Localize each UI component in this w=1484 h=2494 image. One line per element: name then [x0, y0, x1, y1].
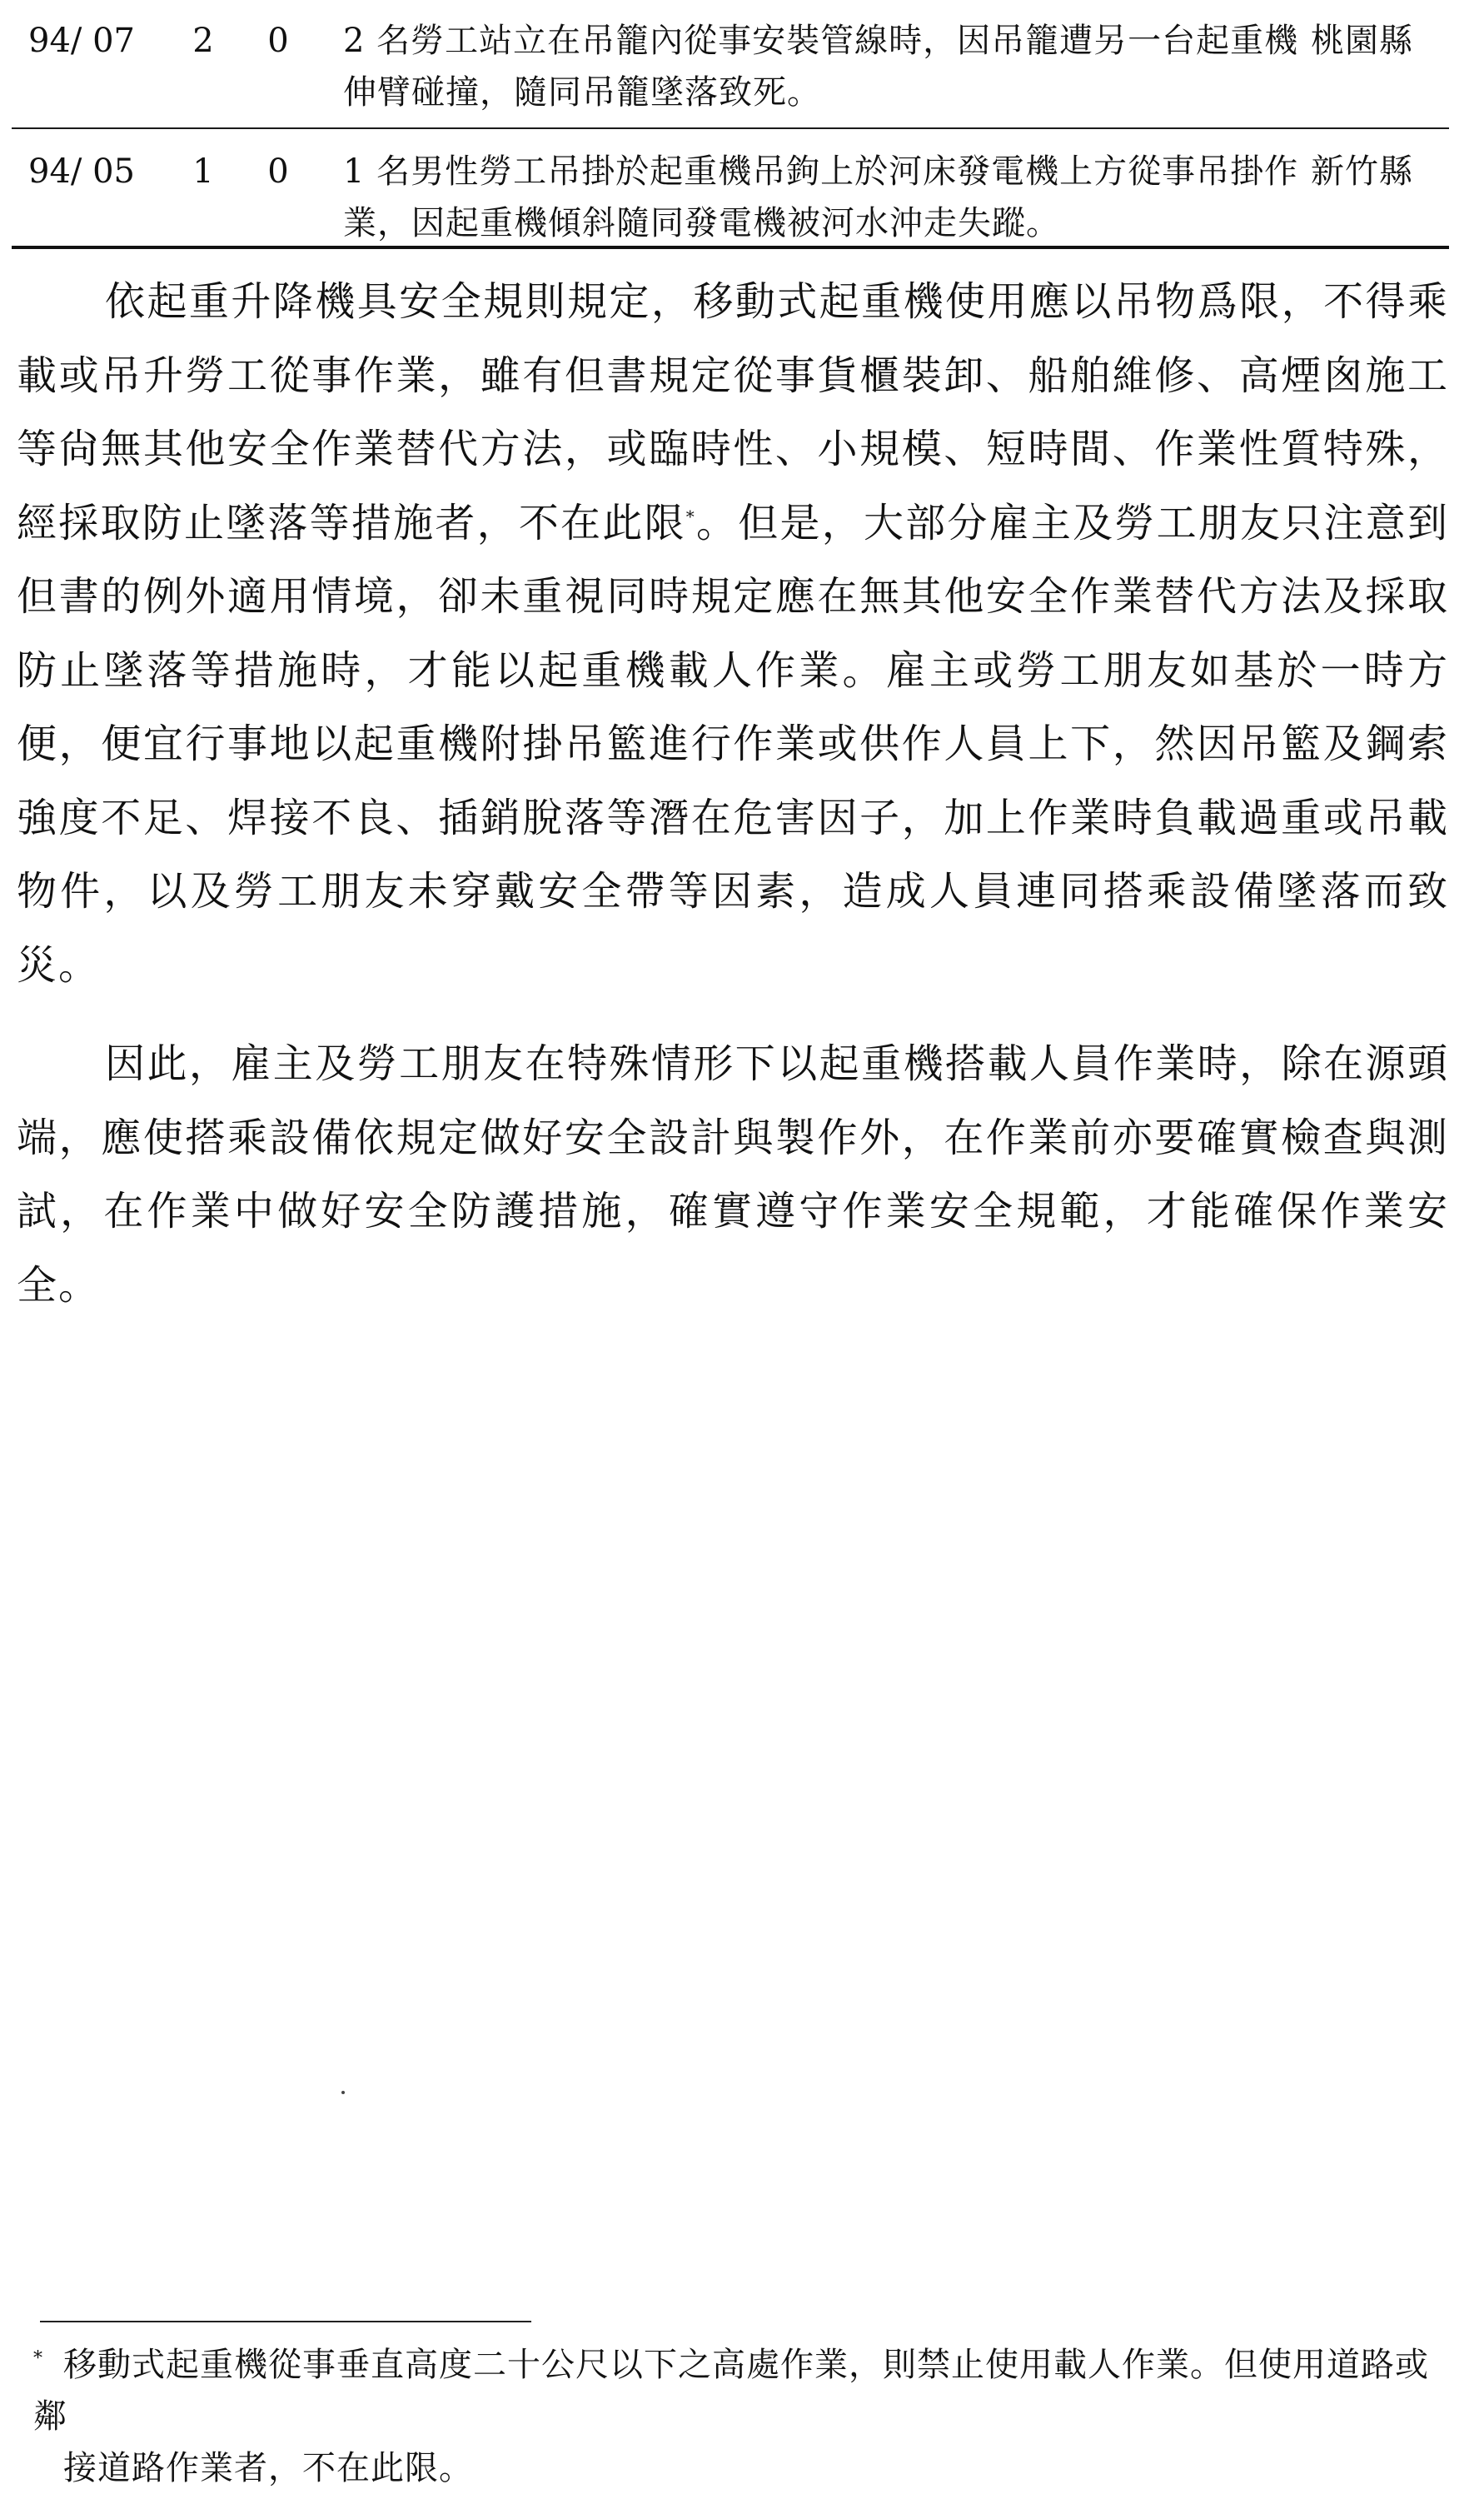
footnote-text: 移動式起重機從事垂直高度二十公尺以下之高處作業，則禁止使用載人作業。但使用道路或鄰: [33, 2346, 1429, 2436]
footnote: [33, 2339, 1449, 2494]
description-cell: [320, 0, 1311, 118]
date-cell: 94/ 07: [28, 22, 135, 60]
date-cell: 94/ 05: [28, 152, 135, 191]
table-row: [12, 129, 1449, 249]
description-line: 業，因起重機傾斜隨同發電機被河水沖走失蹤。: [343, 204, 1060, 242]
location-cell: 新竹縣: [1311, 152, 1413, 191]
footnote-reference: *: [685, 506, 696, 526]
footnote-line: * 移動式起重機從事垂直高度二十公尺以下之高處作業，則禁止使用載人作業。但使用道路或鄰: [33, 2346, 1429, 2436]
paragraph-regulation: [17, 265, 1449, 1002]
deaths-cell: 2: [192, 22, 214, 60]
scan-speck: [341, 2091, 345, 2094]
description-cell: [320, 129, 1311, 249]
footnote-divider: [40, 2321, 531, 2322]
description-line: 伸臂碰撞，隨同吊籠墜落致死。: [343, 73, 821, 112]
table-row: [12, 0, 1449, 129]
paragraph-text: 。但是，大部分雇主及勞工朋友只注意到但書的例外適用情境，卻未重視同時規定應在無其他安全作業替代方法及採取防止墜落等措施時，才能以起重機載人作業。雇主或勞工朋友如基於一時方便，便宜行事地以起重機附掛吊籃進行作業或供作人員上下，然因吊籃及鋼索強度不足、焊接不良、插銷脫落等潛在危害因子，加上作業時負載過重或吊載物件，以及勞工朋友未穿戴安全帶等因素，造成人員連同搭乘設備墜落而致災。: [17, 499, 1449, 989]
location-cell: 桃園縣: [1311, 22, 1413, 60]
footnote-line: 接道路作業者，不在此限。: [63, 2449, 473, 2487]
body-text: [17, 265, 1449, 1322]
description-line: 1 名男性勞工吊掛於起重機吊鉤上於河床發電機上方從事吊掛作: [343, 152, 1299, 191]
paragraph-text: 依起重升降機具安全規則規定，移動式起重機使用應以吊物爲限，不得乘載或吊升勞工從事作業，雖有但書規定從事貨櫃裝卸、船舶維修、高煙囪施工等尙無其他安全作業替代方法，或臨時性、小規模、短時間、作業性質特殊，經採取防止墜落等措施者，不在此限: [17, 278, 1449, 546]
accident-table: [12, 0, 1449, 249]
deaths-cell: 1: [192, 152, 214, 191]
description-line: 2 名勞工站立在吊籠內從事安裝管線時，因吊籠遭另一台起重機: [343, 22, 1299, 60]
paragraph-conclusion: 因此，雇主及勞工朋友在特殊情形下以起重機搭載人員作業時，除在源頭端，應使搭乘設備依規定做好安全設計與製作外，在作業前亦要確實檢查與測試，在作業中做好安全防護措施，確實遵守作業安全規範，才能確保作業安全。: [17, 1040, 1449, 1309]
injuries-cell: 0: [267, 22, 289, 60]
injuries-cell: 0: [267, 152, 289, 191]
